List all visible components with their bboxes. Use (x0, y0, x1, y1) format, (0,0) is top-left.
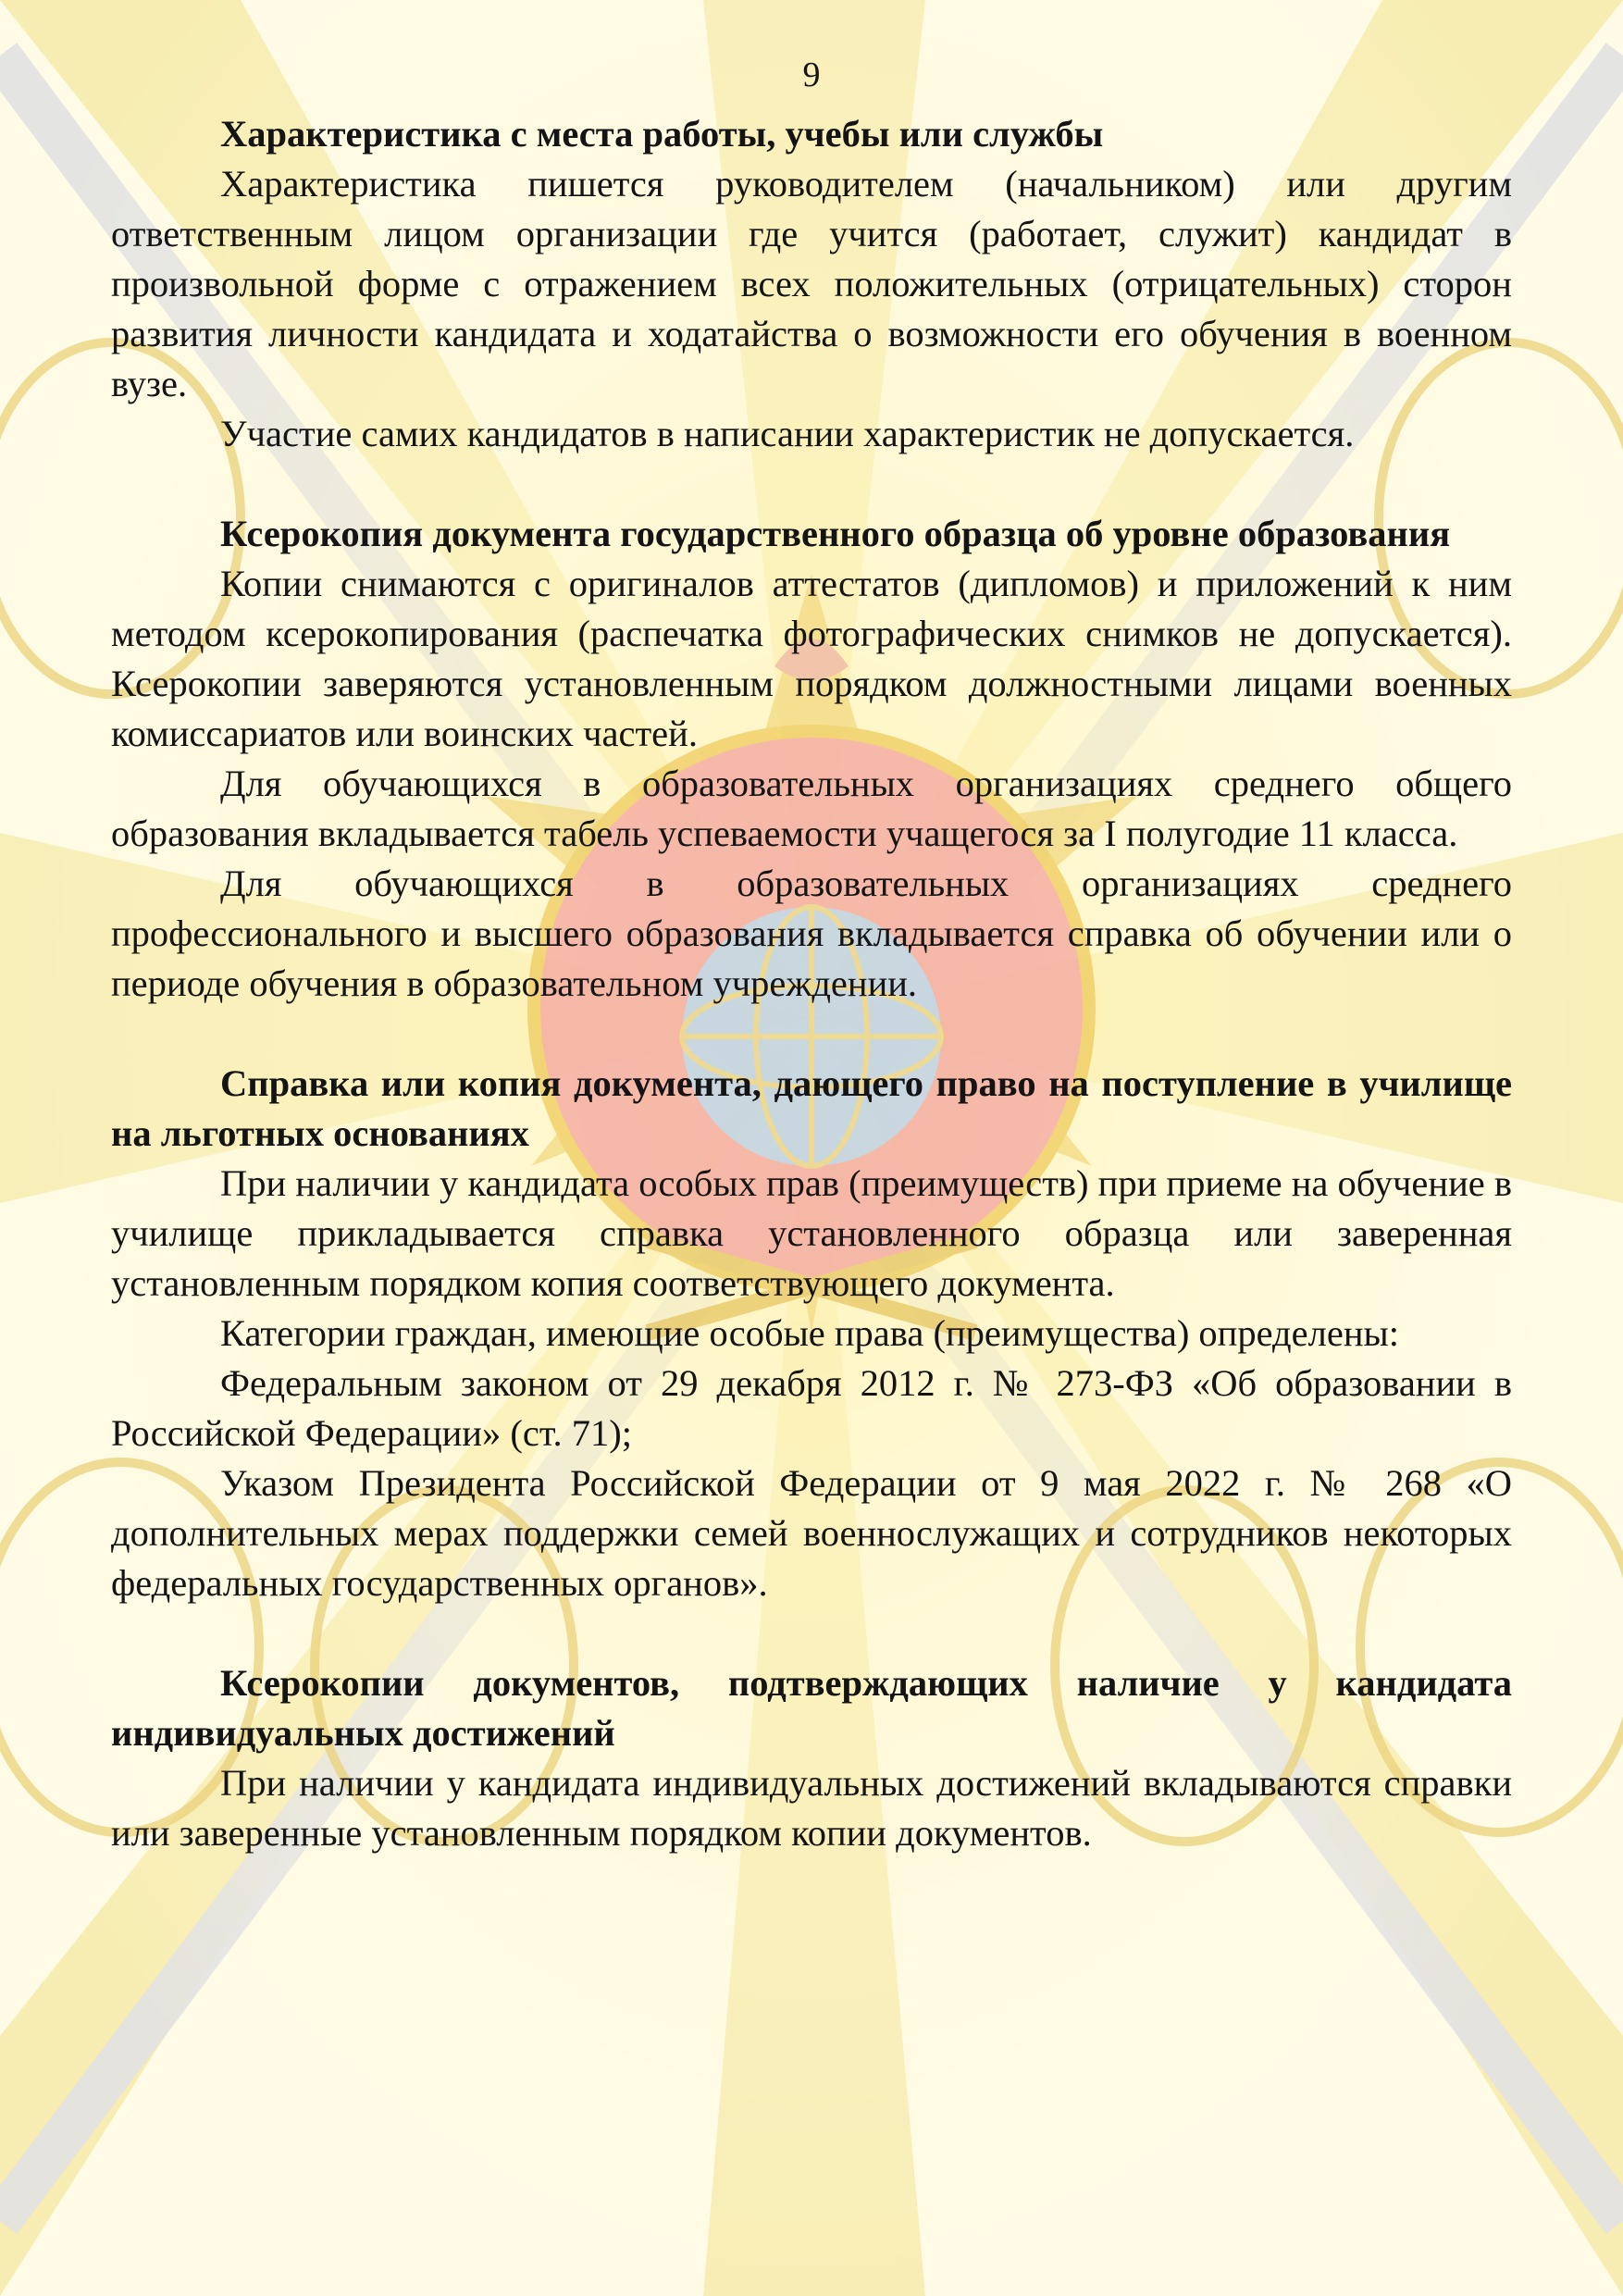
section-heading-privilege-certificate: Справка или копия документа, дающего право на поступление в училище на льготных основаниях (111, 1062, 1512, 1154)
paragraph: Участие самих кандидатов в написании характеристик не допускается. (220, 413, 1355, 454)
document-body (111, 109, 1512, 1858)
paragraph: Характеристика пишется руководителем (начальником) или другим ответственным лицом организации где учится (работает, служит) кандидат в произвольной форме с отражением всех положительных (отрицательных) сторон развития личности кандидата и ходатайства о возможности его обучения в военном вузе. (111, 163, 1512, 404)
paragraph: Для обучающихся в образовательных организациях среднего общего образования вкладывается табель успеваемости учащегося за I полугодие 11 класса. (111, 763, 1512, 854)
paragraph: При наличии у кандидата индивидуальных достижений вкладываются справки или заверенные установленным порядком копии документов. (111, 1762, 1512, 1854)
section-heading-achievements: Ксерокопии документов, подтверждающих наличие у кандидата индивидуальных достижений (111, 1662, 1512, 1754)
section-spacer (111, 1608, 1512, 1658)
paragraph: Федеральным законом от 29 декабря 2012 г. № 273-ФЗ «Об образовании в Российской Федерации» (ст. 71); (111, 1362, 1512, 1454)
section-spacer (111, 459, 1512, 509)
paragraph: Указом Президента Российской Федерации от 9 мая 2022 г. № 268 «О дополнительных мерах поддержки семей военнослужащих и сотрудников некоторых федеральных государственных органов». (111, 1462, 1512, 1604)
paragraph: Категории граждан, имеющие особые права (преимущества) определены: (220, 1312, 1399, 1354)
paragraph: При наличии у кандидата особых прав (преимуществ) при приеме на обучение в училище прикладывается справка установленного образца или заверенная установленным порядком копия соответствующего документа. (111, 1162, 1512, 1304)
section-heading-education-document: Ксерокопия документа государственного образца об уровне образования (220, 513, 1451, 554)
paragraph: Для обучающихся в образовательных организациях среднего профессионального и высшего образования вкладывается справка об обучении или о периоде обучения в образовательном учреждении. (111, 863, 1512, 1004)
paragraph: Копии снимаются с оригиналов аттестатов (дипломов) и приложений к ним методом ксерокопирования (распечатка фотографических снимков не допускается). Ксерокопии заверяются установленным порядком должностными лицами военных комиссариатов или воинских частей. (111, 563, 1512, 754)
section-spacer (111, 1009, 1512, 1059)
page-number: 9 (802, 56, 821, 94)
section-heading-reference-letter: Характеристика с места работы, учебы или службы (220, 113, 1104, 155)
